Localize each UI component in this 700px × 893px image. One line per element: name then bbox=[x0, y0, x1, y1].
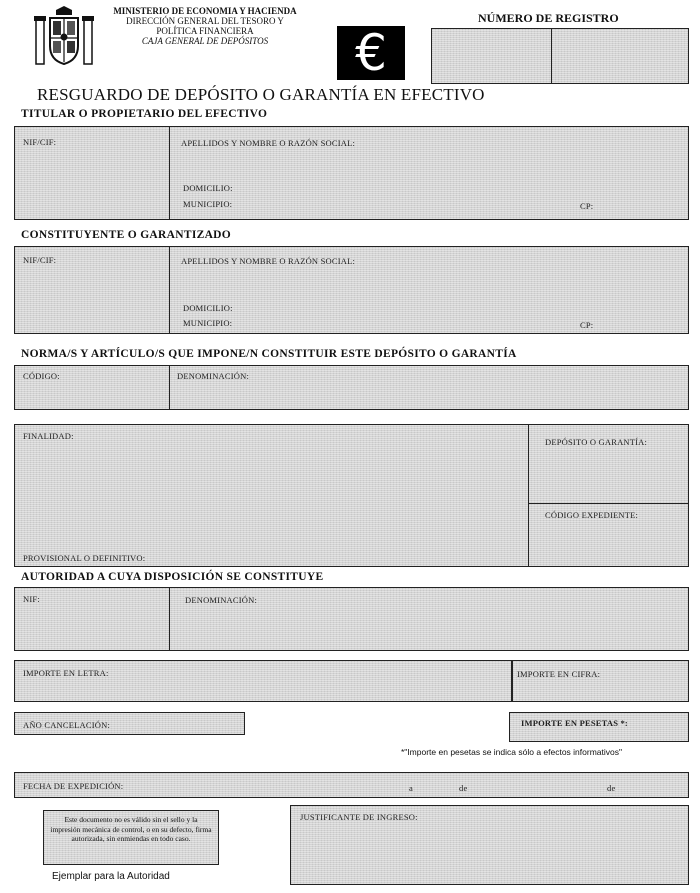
registro-field[interactable] bbox=[431, 28, 689, 84]
norma-codigo-label: CÓDIGO: bbox=[23, 371, 60, 381]
ministry-header bbox=[95, 6, 315, 50]
fecha-expedicion-label: FECHA DE EXPEDICIÓN: bbox=[23, 781, 124, 791]
titular-nif-label: NIF/CIF: bbox=[23, 137, 57, 147]
titular-municipio-label: MUNICIPIO: bbox=[183, 199, 233, 209]
fecha-expedicion-field[interactable] bbox=[14, 772, 689, 798]
pesetas-note: *"Importe en pesetas se indica sólo a efectos informativos" bbox=[401, 747, 623, 757]
constituyente-box[interactable] bbox=[14, 246, 689, 334]
importe-letra-field[interactable] bbox=[14, 660, 512, 702]
autoridad-denominacion-label: DENOMINACIÓN: bbox=[185, 595, 258, 605]
fecha-de1-label: de bbox=[459, 783, 468, 793]
direction-name: DIRECCIÓN GENERAL DEL TESORO Y bbox=[126, 16, 284, 26]
importe-cifra-label: IMPORTE EN CIFRA: bbox=[517, 669, 601, 679]
autoridad-nif-label: NIF: bbox=[23, 594, 40, 604]
titular-apellidos-label: APELLIDOS Y NOMBRE O RAZÓN SOCIAL: bbox=[181, 138, 356, 148]
caja-name: CAJA GENERAL DE DEPÓSITOS bbox=[141, 36, 269, 46]
policy-name: POLÍTICA FINANCIERA bbox=[156, 26, 254, 36]
fecha-a-label: a bbox=[409, 783, 413, 793]
ministry-name: MINISTERIO DE ECONOMIA Y HACIENDA bbox=[113, 6, 297, 16]
justificante-label: JUSTIFICANTE DE INGRESO: bbox=[300, 812, 418, 822]
provisional-label: PROVISIONAL O DEFINITIVO: bbox=[23, 553, 146, 563]
titular-domicilio-label: DOMICILIO: bbox=[183, 183, 233, 193]
titular-heading: TITULAR O PROPIETARIO DEL EFECTIVO bbox=[21, 108, 268, 120]
constituyente-heading: CONSTITUYENTE O GARANTIZADO bbox=[21, 229, 232, 241]
ano-cancelacion-label: AÑO CANCELACIÓN: bbox=[23, 720, 111, 730]
constituyente-nif-label: NIF/CIF: bbox=[23, 255, 57, 265]
constituyente-domicilio-label: DOMICILIO: bbox=[183, 303, 233, 313]
validity-notice-text: Este documento no es válido sin el sello y la impresión mecánica de control, o en su defecto, firma autorizada, sin enmiendas en todo caso. bbox=[50, 815, 212, 843]
justificante-box[interactable] bbox=[290, 805, 689, 885]
norma-heading: NORMA/S Y ARTÍCULO/S QUE IMPONE/N CONSTITUIR ESTE DEPÓSITO O GARANTÍA bbox=[21, 348, 517, 360]
finalidad-box[interactable] bbox=[14, 424, 689, 567]
euro-logo bbox=[337, 26, 405, 80]
finalidad-label: FINALIDAD: bbox=[23, 431, 74, 441]
importe-cifra-field[interactable] bbox=[512, 660, 689, 702]
importe-pesetas-label: IMPORTE EN PESETAS *: bbox=[521, 718, 628, 728]
euro-icon: € bbox=[355, 24, 387, 82]
constituyente-municipio-label: MUNICIPIO: bbox=[183, 318, 233, 328]
norma-box[interactable] bbox=[14, 365, 689, 410]
document-title: RESGUARDO DE DEPÓSITO O GARANTÍA EN EFECTIVO bbox=[37, 85, 485, 104]
validity-notice-box bbox=[43, 810, 219, 865]
coat-of-arms-icon bbox=[34, 6, 94, 68]
norma-denominacion-label: DENOMINACIÓN: bbox=[177, 371, 250, 381]
registro-label: NÚMERO DE REGISTRO bbox=[478, 11, 619, 25]
deposito-label: DEPÓSITO O GARANTÍA: bbox=[545, 437, 648, 447]
importe-letra-label: IMPORTE EN LETRA: bbox=[23, 668, 109, 678]
constituyente-apellidos-label: APELLIDOS Y NOMBRE O RAZÓN SOCIAL: bbox=[181, 256, 356, 266]
codigo-expediente-label: CÓDIGO EXPEDIENTE: bbox=[545, 510, 639, 520]
titular-cp-label: CP: bbox=[580, 201, 594, 211]
constituyente-cp-label: CP: bbox=[580, 320, 594, 330]
importe-pesetas-field[interactable] bbox=[509, 712, 689, 742]
ano-cancelacion-field[interactable] bbox=[14, 712, 245, 735]
titular-box[interactable] bbox=[14, 126, 689, 220]
fecha-de2-label: de bbox=[607, 783, 616, 793]
autoridad-heading: AUTORIDAD A CUYA DISPOSICIÓN SE CONSTITUYE bbox=[21, 571, 324, 583]
ejemplar-label: Ejemplar para la Autoridad bbox=[52, 871, 170, 882]
autoridad-box[interactable] bbox=[14, 587, 689, 651]
